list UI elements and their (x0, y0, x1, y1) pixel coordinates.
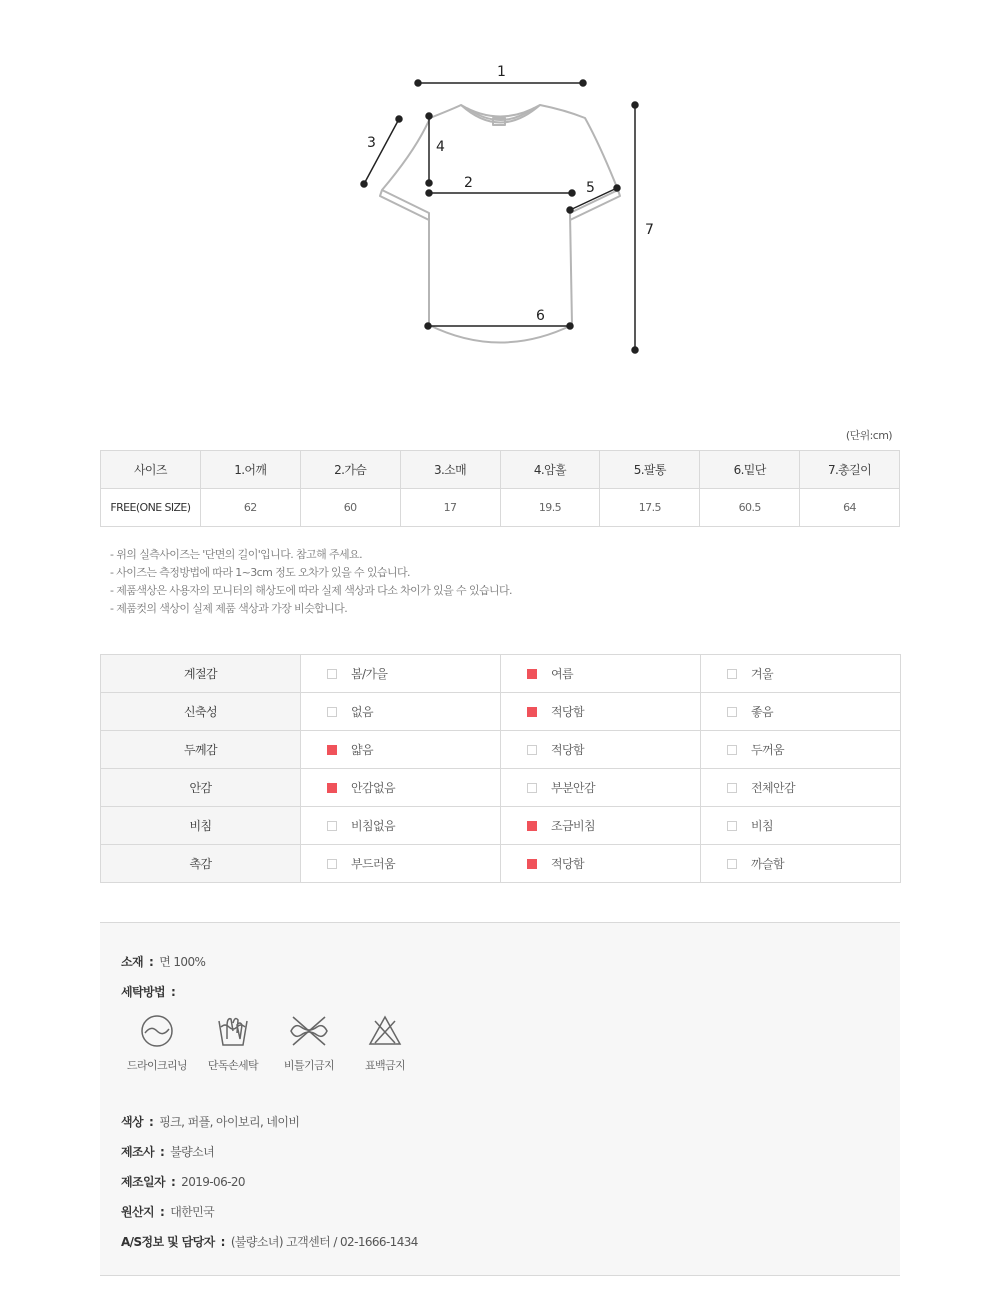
unchecked-box-icon (727, 783, 737, 793)
size-header-cell: 1.어깨 (200, 451, 300, 489)
characteristic-option (701, 655, 901, 693)
size-cell: FREE(ONE SIZE) (101, 489, 201, 527)
size-notes (110, 546, 512, 618)
size-cell: 64 (800, 489, 900, 527)
measure-label-3: 3 (367, 135, 376, 151)
characteristic-option (701, 731, 901, 769)
characteristic-label: 촉감 (101, 845, 301, 883)
characteristic-option (701, 769, 901, 807)
origin-row: 원산지 : 대한민국 (121, 1205, 215, 1219)
unchecked-box-icon (527, 783, 537, 793)
characteristic-row (101, 655, 901, 693)
characteristic-row (101, 845, 901, 883)
characteristic-label: 안감 (101, 769, 301, 807)
unit-label: (단위:cm) (845, 429, 892, 442)
product-info-panel (100, 922, 900, 1276)
measure-label-6: 6 (536, 308, 545, 324)
characteristic-option (701, 693, 901, 731)
no-wring-icon (287, 1013, 331, 1049)
note-line: - 제품색상은 사용자의 모니터의 해상도에 따라 실제 색상과 다소 차이가 있을 수 있습니다. (110, 584, 512, 597)
checked-box-icon (527, 669, 537, 679)
tshirt-measurement-diagram (350, 50, 670, 370)
checked-box-icon (327, 745, 337, 755)
characteristic-label: 신축성 (101, 693, 301, 731)
characteristic-label: 계절감 (101, 655, 301, 693)
maker-row: 제조사 : 불량소녀 (121, 1145, 215, 1159)
characteristic-option-label: 조금비침 (551, 819, 595, 833)
color-label: 색상 (121, 1115, 143, 1129)
note-line: - 위의 실측사이즈는 '단면의 길이'입니다. 참고해 주세요. (110, 548, 362, 561)
size-header-cell: 사이즈 (101, 451, 201, 489)
size-cell: 17.5 (600, 489, 700, 527)
characteristic-option (701, 845, 901, 883)
size-cell: 62 (200, 489, 300, 527)
unchecked-box-icon (727, 821, 737, 831)
measure-label-1: 1 (497, 64, 506, 80)
checked-box-icon (327, 783, 337, 793)
color-value: 핑크, 퍼플, 아이보리, 네이비 (159, 1115, 300, 1129)
characteristic-option-label: 부분안감 (551, 781, 595, 795)
measure-label-2: 2 (464, 175, 473, 191)
wash-item-label: 드라이크리닝 (126, 1059, 188, 1072)
unchecked-box-icon (327, 669, 337, 679)
characteristic-option (501, 769, 701, 807)
unchecked-box-icon (327, 859, 337, 869)
unchecked-box-icon (727, 669, 737, 679)
date-row: 제조일자 : 2019-06-20 (121, 1175, 245, 1189)
measure-label-4: 4 (436, 139, 445, 155)
tshirt-outline (380, 105, 620, 343)
characteristic-option-label: 안감없음 (351, 781, 395, 795)
characteristic-option (301, 807, 501, 845)
wash-item-label: 단독손세탁 (207, 1059, 259, 1072)
characteristic-option (301, 693, 501, 731)
characteristic-option (301, 769, 501, 807)
characteristic-option (501, 731, 701, 769)
wash-item (117, 1013, 197, 1073)
characteristic-option-label: 봄/가을 (351, 667, 388, 681)
unchecked-box-icon (727, 859, 737, 869)
wash-item-label: 비틀기금지 (283, 1059, 335, 1072)
wash-item (345, 1013, 425, 1073)
size-header-cell: 3.소매 (400, 451, 500, 489)
maker-label: 제조사 (121, 1145, 154, 1159)
size-cell: 17 (400, 489, 500, 527)
size-cell: 60.5 (700, 489, 800, 527)
characteristic-option-label: 얇음 (351, 743, 373, 757)
size-header-cell: 2.가슴 (300, 451, 400, 489)
checked-box-icon (527, 821, 537, 831)
origin-label: 원산지 (121, 1205, 154, 1219)
color-row: 색상 : 핑크, 퍼플, 아이보리, 네이비 (121, 1115, 300, 1129)
no-bleach-icon (367, 1013, 403, 1049)
characteristic-row (101, 693, 901, 731)
characteristic-row (101, 769, 901, 807)
size-header-cell: 6.밑단 (700, 451, 800, 489)
unchecked-box-icon (727, 745, 737, 755)
maker-value: 불량소녀 (170, 1145, 215, 1159)
wash-item (269, 1013, 349, 1073)
characteristic-option-label: 적당함 (551, 743, 584, 757)
size-header-cell: 4.암홀 (500, 451, 600, 489)
size-cell: 60 (300, 489, 400, 527)
characteristic-option-label: 여름 (551, 667, 573, 681)
size-table-header-row (101, 451, 900, 489)
hand-wash-icon (215, 1013, 251, 1049)
dry-clean-icon (139, 1013, 175, 1049)
material-value: 면 100% (159, 955, 206, 969)
characteristic-option (301, 845, 501, 883)
date-value: 2019-06-20 (181, 1175, 245, 1189)
measure-label-7: 7 (645, 222, 654, 238)
characteristic-row (101, 731, 901, 769)
wash-item-label: 표백금지 (364, 1059, 406, 1072)
material-row: 소재 : 면 100% (121, 955, 206, 969)
wash-row: 세탁방법 : (121, 985, 176, 999)
as-label: A/S정보 및 담당자 (121, 1235, 215, 1249)
characteristics-table (100, 654, 901, 883)
characteristic-option (501, 693, 701, 731)
unchecked-box-icon (727, 707, 737, 717)
characteristic-option-label: 두꺼움 (751, 743, 784, 757)
as-value: (불량소녀) 고객센터 / 02-1666-1434 (230, 1235, 418, 1249)
size-header-cell: 7.총길이 (800, 451, 900, 489)
unchecked-box-icon (327, 821, 337, 831)
size-table (100, 450, 900, 527)
wash-label: 세탁방법 (121, 985, 165, 999)
checked-box-icon (527, 707, 537, 717)
unchecked-box-icon (327, 707, 337, 717)
origin-value: 대한민국 (170, 1205, 215, 1219)
characteristic-option-label: 전체안감 (751, 781, 795, 795)
note-line: - 제품컷의 색상이 실제 제품 색상과 가장 비슷합니다. (110, 602, 348, 615)
size-table-row (101, 489, 900, 527)
characteristic-option-label: 적당함 (551, 705, 584, 719)
characteristic-option (501, 655, 701, 693)
characteristic-option-label: 없음 (351, 705, 373, 719)
checked-box-icon (527, 859, 537, 869)
wash-item (193, 1013, 273, 1073)
characteristic-option-label: 겨울 (751, 667, 773, 681)
characteristic-option (301, 655, 501, 693)
characteristic-option-label: 까슬함 (751, 857, 784, 871)
as-row: A/S정보 및 담당자 : (불량소녀) 고객센터 / 02-1666-1434 (121, 1235, 418, 1249)
characteristic-row (101, 807, 901, 845)
unchecked-box-icon (527, 745, 537, 755)
characteristic-option (501, 807, 701, 845)
characteristic-label: 두께감 (101, 731, 301, 769)
size-header-cell: 5.팔통 (600, 451, 700, 489)
date-label: 제조일자 (121, 1175, 165, 1189)
characteristic-option-label: 부드러움 (351, 857, 395, 871)
characteristic-option-label: 좋음 (751, 705, 773, 719)
characteristic-label: 비침 (101, 807, 301, 845)
characteristic-option-label: 비침없음 (351, 819, 395, 833)
characteristic-option (701, 807, 901, 845)
characteristic-option-label: 비침 (751, 819, 773, 833)
characteristic-option (501, 845, 701, 883)
material-label: 소재 (121, 955, 143, 969)
characteristic-option (301, 731, 501, 769)
size-cell: 19.5 (500, 489, 600, 527)
measure-label-5: 5 (586, 180, 595, 196)
characteristic-option-label: 적당함 (551, 857, 584, 871)
note-line: - 사이즈는 측정방법에 따라 1~3cm 정도 오차가 있을 수 있습니다. (110, 566, 410, 579)
